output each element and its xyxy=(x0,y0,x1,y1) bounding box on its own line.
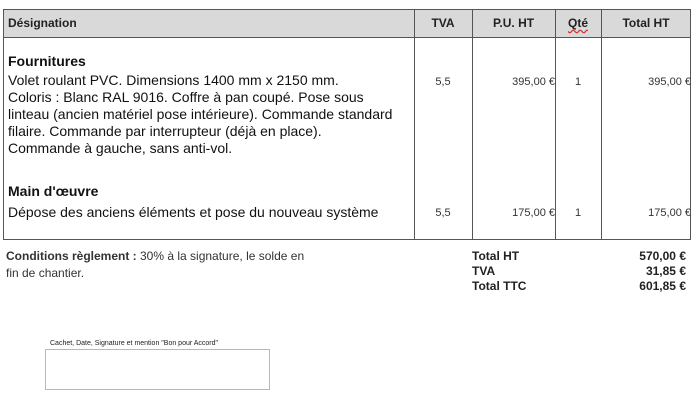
qte-value: 1 xyxy=(574,207,582,219)
conditions-text: 30% à la signature, le solde en xyxy=(136,249,305,263)
qte-value: 1 xyxy=(574,76,582,88)
header-total-ht: Total HT xyxy=(622,16,670,30)
total-label: Total TTC xyxy=(472,279,527,293)
total-value: 31,85 € xyxy=(645,264,686,278)
section-title-main-oeuvre: Main d'œuvre xyxy=(8,183,99,199)
total-row xyxy=(472,249,686,264)
description-line: linteau (ancien matériel pose intérieure). Commande standard xyxy=(8,106,393,122)
pu-ht-value: 175,00 € xyxy=(512,207,555,219)
total-ht-value: 395,00 € xyxy=(648,76,691,88)
total-label: Total HT xyxy=(472,249,520,263)
pu-ht-value: 395,00 € xyxy=(512,76,555,88)
header-designation: Désignation xyxy=(8,16,77,30)
quote-table xyxy=(3,9,691,240)
description-line: filaire. Commande par interrupteur (déjà en place). xyxy=(8,123,322,139)
tva-value: 5,5 xyxy=(435,76,451,88)
total-value: 570,00 € xyxy=(639,249,686,263)
description-line: Dépose des anciens éléments et pose du nouveau système xyxy=(8,204,379,220)
section-title-fournitures: Fournitures xyxy=(8,53,86,69)
conditions-label: Conditions règlement : xyxy=(6,249,137,263)
description-line: Volet roulant PVC. Dimensions 1400 mm x 2150 mm. xyxy=(8,72,339,88)
header-tva: TVA xyxy=(431,16,455,30)
total-row xyxy=(472,279,686,294)
description-line: Coloris : Blanc RAL 9016. Coffre à pan coupé. Pose sous xyxy=(8,89,364,105)
total-ht-value: 175,00 € xyxy=(648,207,691,219)
total-value: 601,85 € xyxy=(639,279,686,293)
tva-value: 5,5 xyxy=(435,207,451,219)
item-description-main-oeuvre xyxy=(8,204,413,221)
totals-summary xyxy=(472,249,686,294)
header-pu-ht: P.U. HT xyxy=(492,16,535,30)
signature-box[interactable] xyxy=(45,349,270,390)
total-row xyxy=(472,264,686,279)
payment-conditions xyxy=(6,248,326,282)
description-line: Commande à gauche, sans anti-vol. xyxy=(8,140,233,156)
conditions-text-2: fin de chantier. xyxy=(6,266,85,280)
signature-label: Cachet, Date, Signature et mention "Bon pour Accord" xyxy=(50,340,219,347)
header-qte: Qté xyxy=(567,16,588,30)
item-description-fournitures xyxy=(8,72,413,157)
total-label: TVA xyxy=(472,264,496,278)
